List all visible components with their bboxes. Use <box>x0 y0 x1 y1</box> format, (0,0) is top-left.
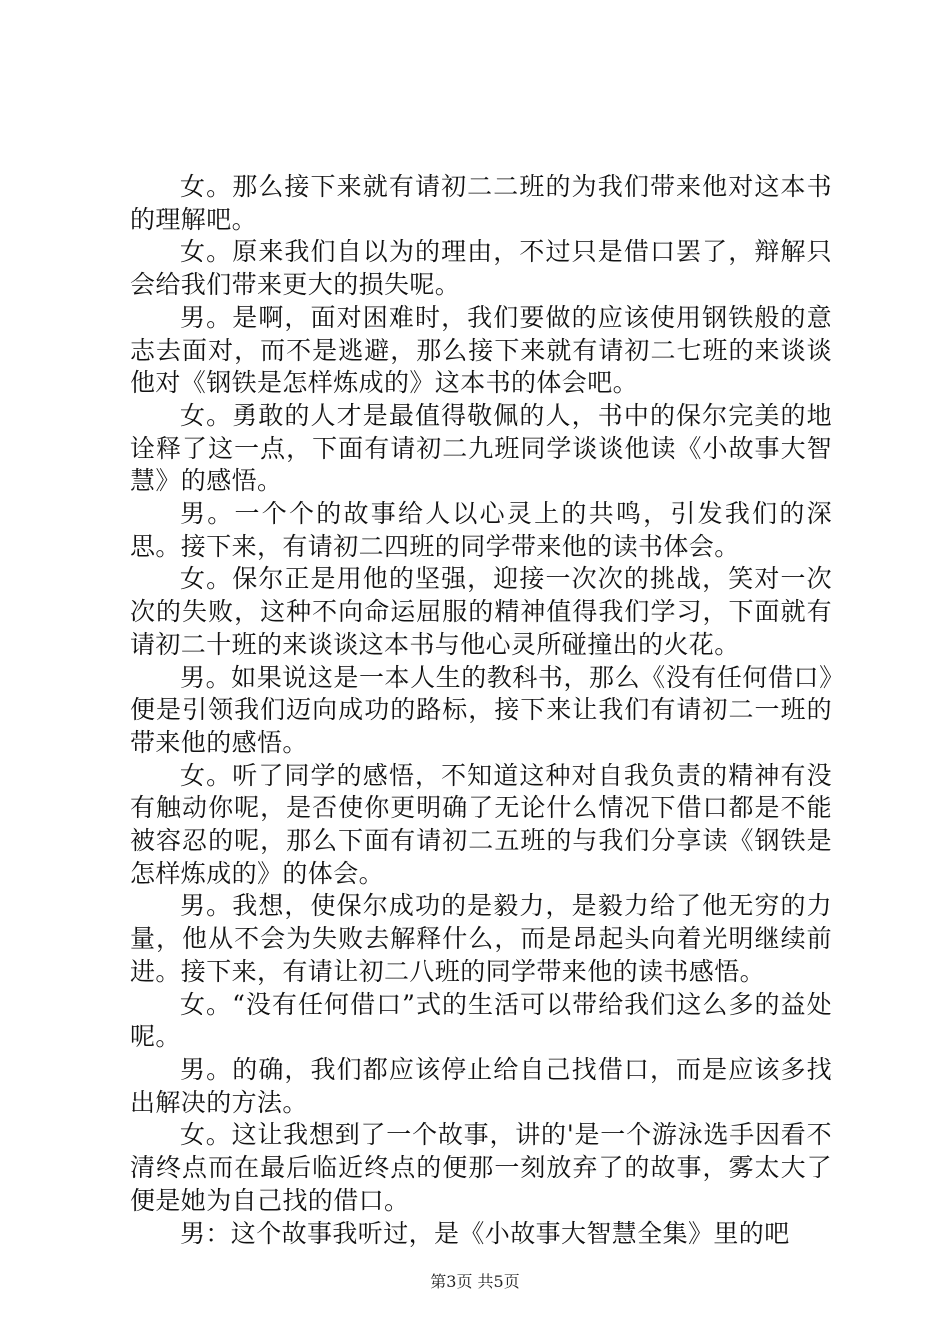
page-number-label: 第3页 共5页 <box>430 1272 520 1291</box>
paragraph-2: 女。原来我们自以为的理由，不过只是借口罢了，辩解只会给我们带来更大的损失呢。 <box>130 237 832 300</box>
paragraph-9: 男。我想，使保尔成功的是毅力，是毅力给了他无穷的力量，他从不会为失败去解释什么，而是昂起头向着光明继续前进。接下来，有请让初二八班的同学带来他的读书感悟。 <box>130 891 832 986</box>
paragraph-7: 男。如果说这是一本人生的教科书，那么《没有任何借口》便是引领我们迈向成功的路标，接下来让我们有请初二一班的带来他的感悟。 <box>130 662 832 757</box>
paragraph-8: 女。听了同学的感悟，不知道这种对自我负责的精神有没有触动你呢，是否使你更明确了无论什么情况下借口都是不能被容忍的呢，那么下面有请初二五班的与我们分享读《钢铁是怎样炼成的》的体会。 <box>130 760 832 888</box>
paragraph-13: 男：这个故事我听过，是《小故事大智慧全集》里的吧 <box>180 1218 790 1248</box>
paragraph-3: 男。是啊，面对困难时，我们要做的应该使用钢铁般的意志去面对，而不是逃避，那么接下来就有请初二七班的来谈谈他对《钢铁是怎样炼成的》这本书的体会吧。 <box>130 302 832 398</box>
page-footer <box>0 1272 950 1292</box>
paragraph-5: 男。一个个的故事给人以心灵上的共鸣，引发我们的深思。接下来，有请初二四班的同学带来他的读书体会。 <box>130 499 832 561</box>
paragraph-1: 女。那么接下来就有请初二二班的为我们带来他对这本书的理解吧。 <box>130 172 832 234</box>
document-body <box>130 171 832 1250</box>
paragraph-4: 女。勇敢的人才是最值得敬佩的人，书中的保尔完美的地诠释了这一点，下面有请初二九班同学谈谈他读《小故事大智慧》的感悟。 <box>130 400 832 496</box>
paragraph-12: 女。这让我想到了一个故事，讲的'是一个游泳选手因看不清终点而在最后临近终点的便那一刻放弃了的故事，雾太大了便是她为自己找的借口。 <box>130 1120 832 1215</box>
paragraph-11: 男。的确，我们都应该停止给自己找借口，而是应该多找出解决的方法。 <box>130 1054 832 1117</box>
paragraph-10: 女。“没有任何借口”式的生活可以带给我们这么多的益处呢。 <box>130 989 832 1052</box>
paragraph-6: 女。保尔正是用他的坚强，迎接一次次的挑战，笑对一次次的失败，这种不向命运屈服的精神值得我们学习，下面就有请初二十班的来谈谈这本书与他心灵所碰撞出的火花。 <box>130 564 832 659</box>
